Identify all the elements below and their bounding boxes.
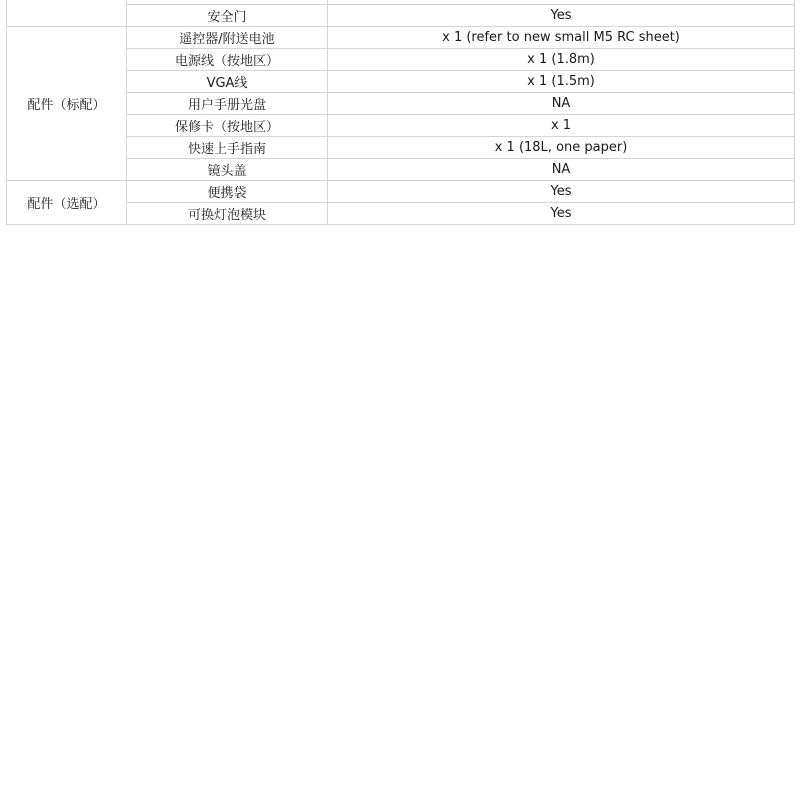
spec-table xyxy=(6,0,795,225)
spec-table-body xyxy=(7,0,795,225)
group-label-cell: 配件（选配） xyxy=(7,181,127,225)
item-value-cell: NA xyxy=(328,159,795,181)
group-label-cell: 配件（标配） xyxy=(7,27,127,181)
item-name-cell: 保修卡（按地区） xyxy=(127,115,328,137)
item-value-cell: Yes xyxy=(328,5,795,27)
item-name-cell: 遥控器/附送电池 xyxy=(127,27,328,49)
item-name-cell: 安全门 xyxy=(127,5,328,27)
item-value-cell: x 1 (18L, one paper) xyxy=(328,137,795,159)
item-value-cell: NA xyxy=(328,93,795,115)
item-name-cell: 快速上手指南 xyxy=(127,137,328,159)
item-value-cell: x 1 (1.5m) xyxy=(328,71,795,93)
table-row xyxy=(7,181,795,203)
item-name-cell: 用户手册光盘 xyxy=(127,93,328,115)
group-label-cell xyxy=(7,0,127,27)
table-row xyxy=(7,27,795,49)
item-value-cell: x 1 (refer to new small M5 RC sheet) xyxy=(328,27,795,49)
item-value-cell: Yes xyxy=(328,181,795,203)
item-name-cell: 镜头盖 xyxy=(127,159,328,181)
item-value-cell: x 1 xyxy=(328,115,795,137)
item-value-cell: Yes xyxy=(328,203,795,225)
item-name-cell: 可换灯泡模块 xyxy=(127,203,328,225)
item-name-cell: 便携袋 xyxy=(127,181,328,203)
item-value-cell: x 1 (1.8m) xyxy=(328,49,795,71)
item-name-cell: VGA线 xyxy=(127,71,328,93)
item-name-cell: 电源线（按地区） xyxy=(127,49,328,71)
